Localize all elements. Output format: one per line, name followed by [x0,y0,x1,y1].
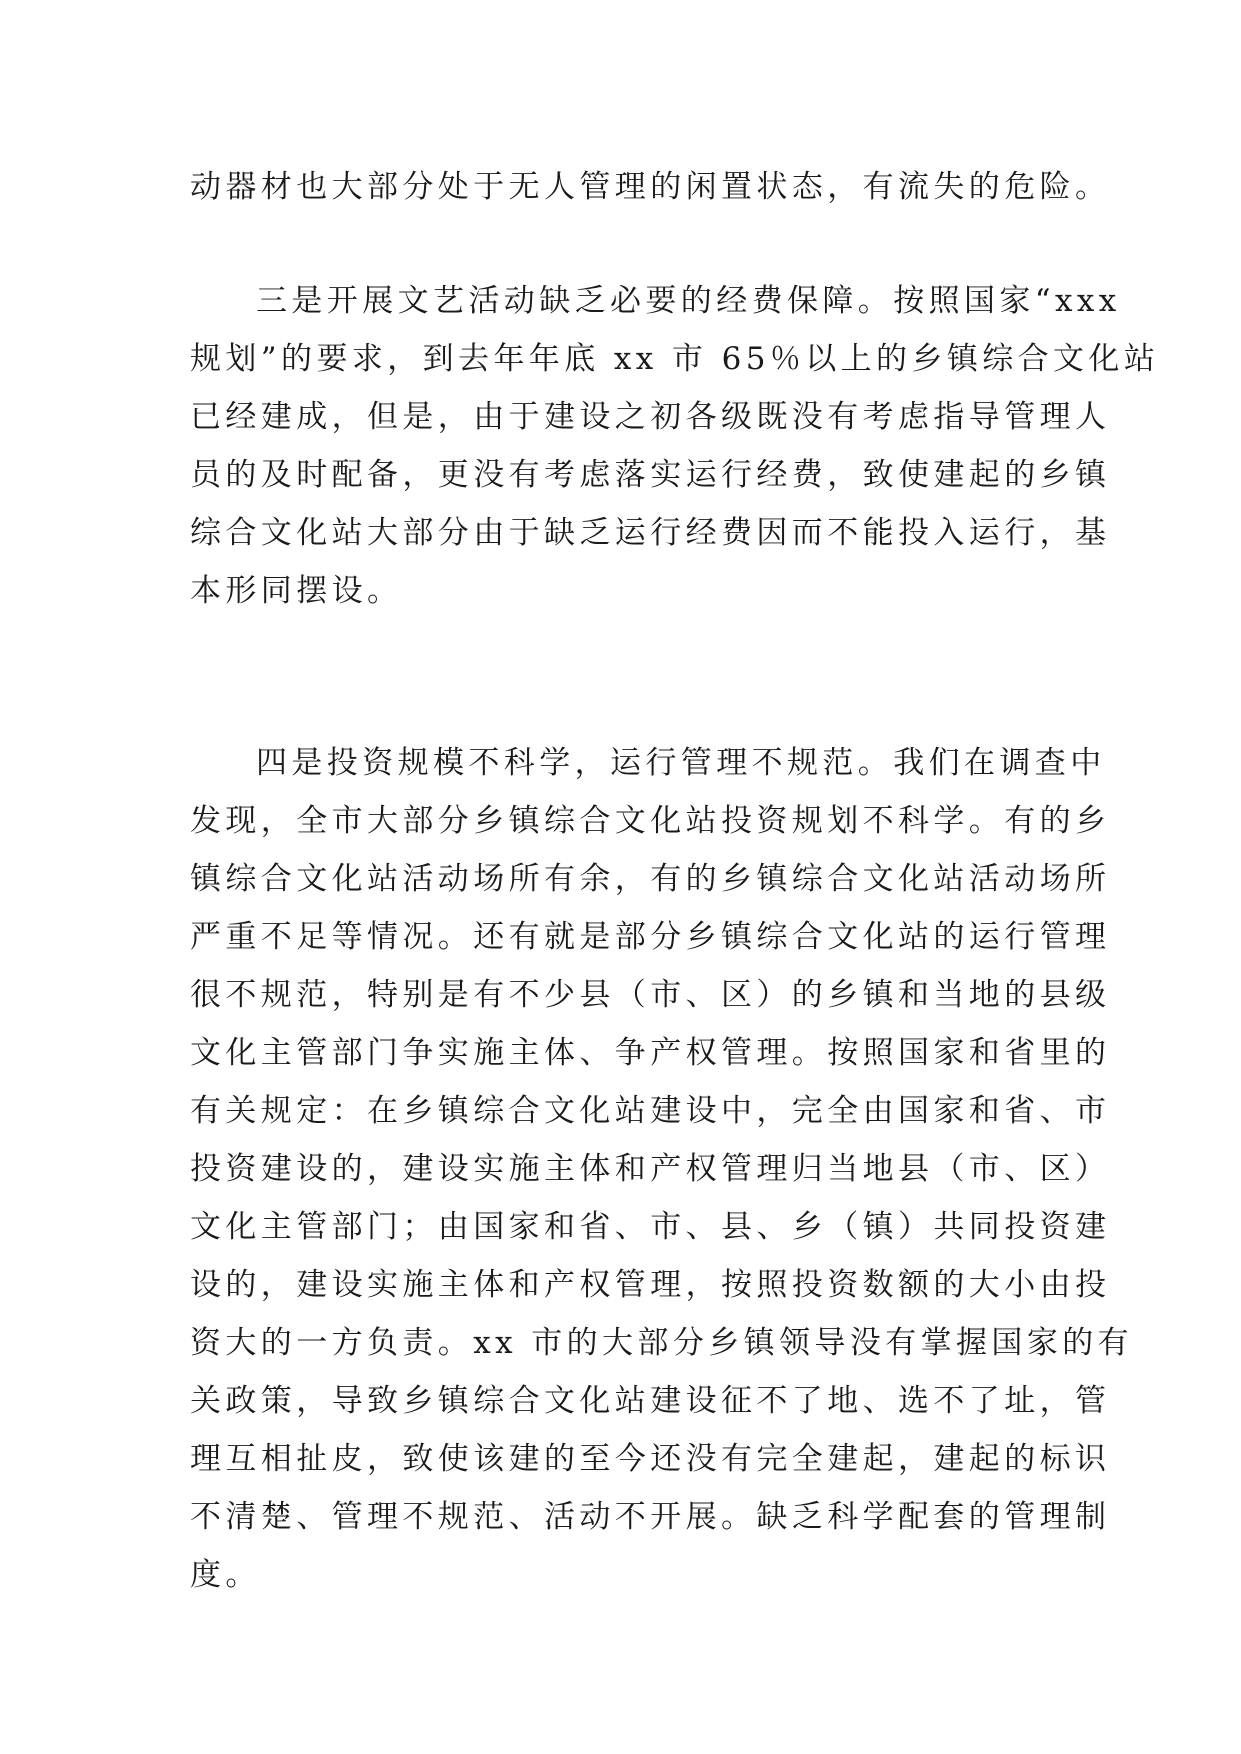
document-body [190,158,1160,1604]
text-line: 度。 [190,1557,261,1593]
text-line: 四是投资规模不科学，运行管理不规范。我们在调查中 [256,745,1106,781]
text-line: 三是开展文艺活动缺乏必要的经费保障。按照国家“xxx [256,283,1121,319]
paragraph-2 [190,272,1160,620]
paragraph-3 [190,734,1134,1604]
text-line: 不清楚、管理不规范、活动不开展。缺乏科学配套的管理制 [190,1499,1111,1535]
text-line: 投资建设的，建设实施主体和产权管理归当地县（市、区） [190,1151,1111,1187]
text-line: 严重不足等情况。还有就是部分乡镇综合文化站的运行管理 [190,919,1111,955]
text-line: 资大的一方负责。xx 市的大部分乡镇领导没有掌握国家的有 [190,1325,1134,1361]
text-line: 员的及时配备，更没有考虑落实运行经费，致使建起的乡镇 [190,457,1111,493]
text-line: 规划”的要求，到去年年底 xx 市 65％以上的乡镇综合文化站 [190,341,1160,377]
paragraph-spacer [190,216,1056,272]
text-line: 动器材也大部分处于无人管理的闲置状态，有流失的危险。 [190,169,1111,205]
text-line: 设的，建设实施主体和产权管理，按照投资数额的大小由投 [190,1267,1111,1303]
text-line: 镇综合文化站活动场所有余，有的乡镇综合文化站活动场所 [190,861,1111,897]
text-line: 关政策，导致乡镇综合文化站建设征不了地、选不了址，管 [190,1383,1111,1419]
text-line: 文化主管部门争实施主体、争产权管理。按照国家和省里的 [190,1035,1111,1071]
paragraph-1 [190,158,1111,216]
text-line: 综合文化站大部分由于缺乏运行经费因而不能投入运行，基 [190,515,1111,551]
text-line: 已经建成，但是，由于建设之初各级既没有考虑指导管理人 [190,399,1111,435]
text-line: 文化主管部门；由国家和省、市、县、乡（镇）共同投资建 [190,1209,1111,1245]
text-line: 发现，全市大部分乡镇综合文化站投资规划不科学。有的乡 [190,803,1111,839]
paragraph-spacer [190,620,1056,734]
text-line: 有关规定：在乡镇综合文化站建设中，完全由国家和省、市 [190,1093,1111,1129]
text-line: 很不规范，特别是有不少县（市、区）的乡镇和当地的县级 [190,977,1111,1013]
text-line: 本形同摆设。 [190,573,403,609]
text-line: 理互相扯皮，致使该建的至今还没有完全建起，建起的标识 [190,1441,1111,1477]
